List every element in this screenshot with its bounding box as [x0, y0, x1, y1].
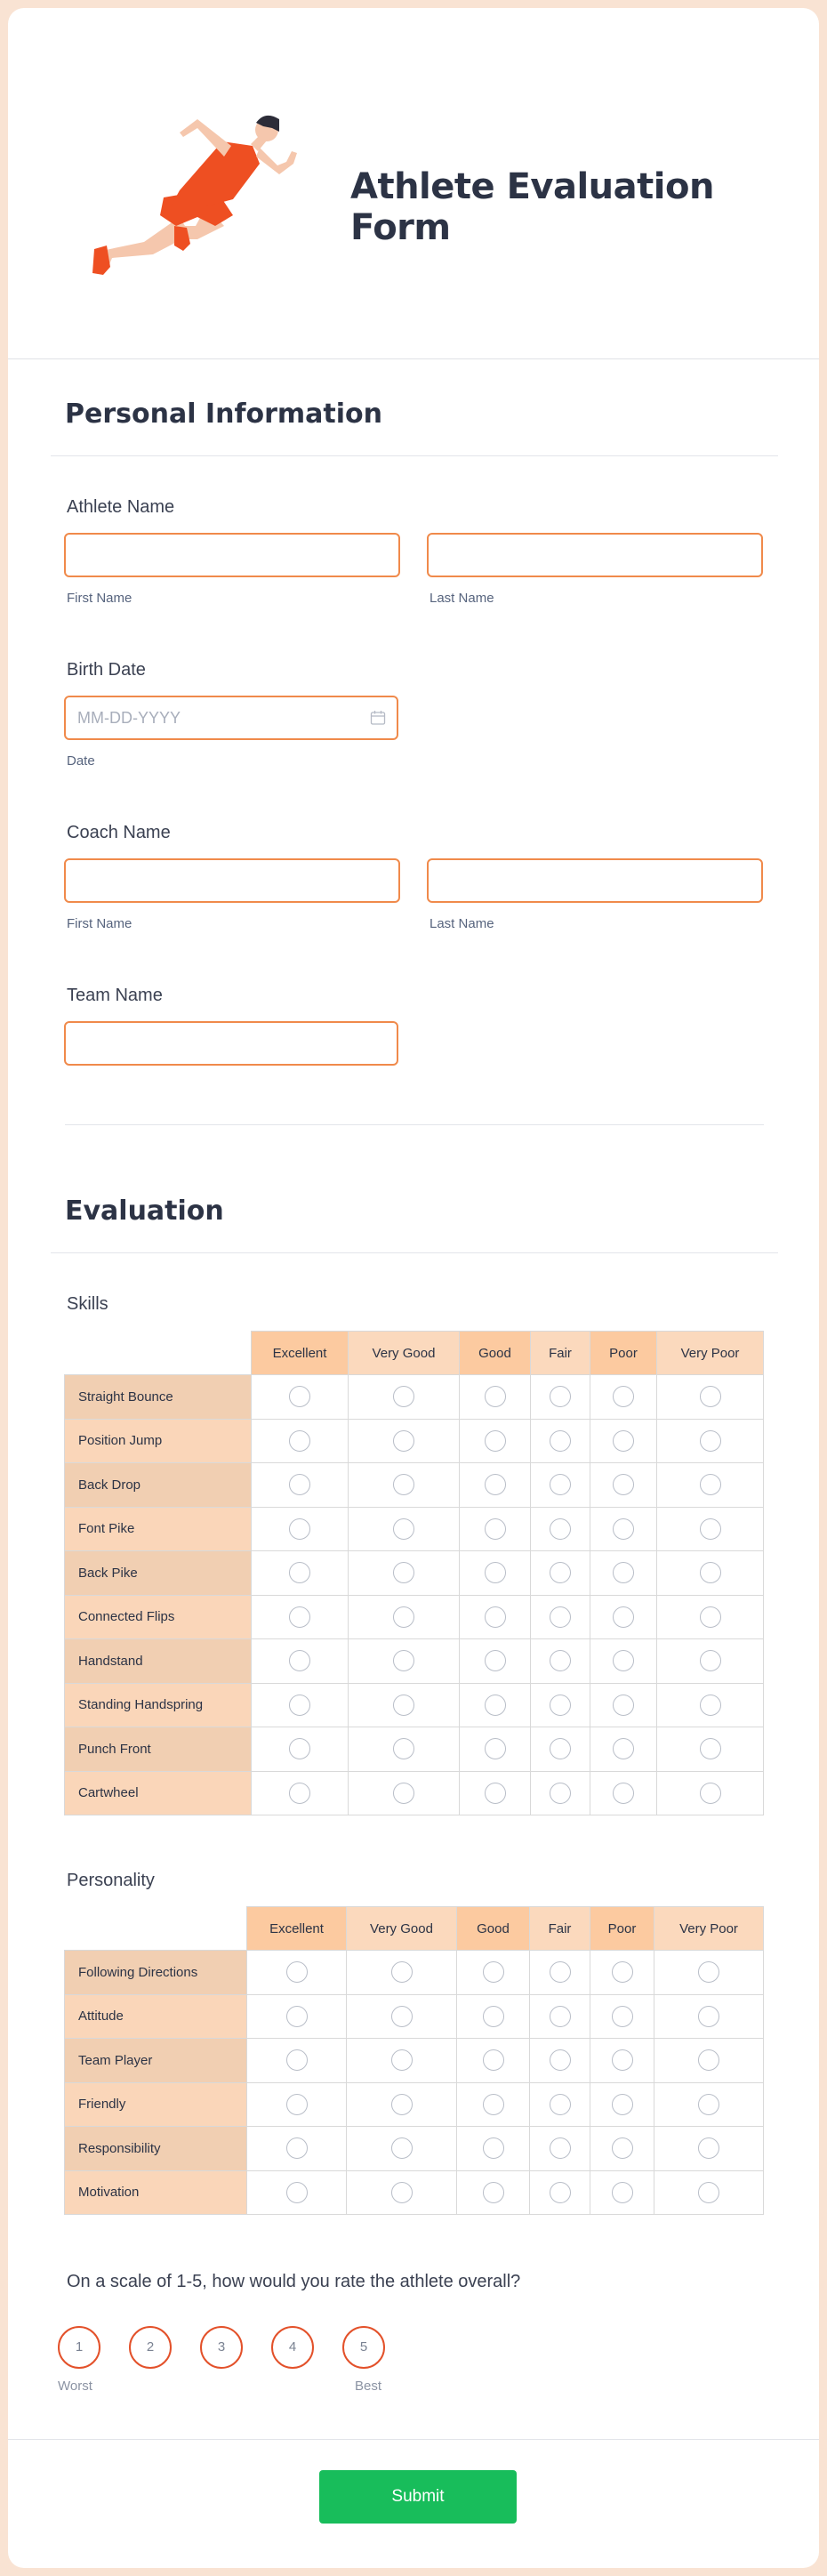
- scale-option-3[interactable]: 3: [200, 2326, 243, 2369]
- athlete-name-label: Athlete Name: [67, 497, 175, 517]
- rating-radio[interactable]: [289, 1474, 310, 1495]
- matrix-cell: [252, 1683, 349, 1727]
- rating-radio[interactable]: [485, 1474, 506, 1495]
- rating-radio[interactable]: [289, 1650, 310, 1671]
- matrix-column-header: Poor: [590, 1332, 657, 1375]
- matrix-cell: [347, 2127, 457, 2171]
- matrix-cell: [460, 1595, 531, 1639]
- section-divider: [51, 455, 778, 456]
- page-break-divider: [65, 1124, 764, 1125]
- matrix-cell: [247, 2170, 347, 2215]
- matrix-row-label: Motivation: [65, 2170, 247, 2215]
- matrix-row: [65, 1951, 764, 1995]
- matrix-cell: [349, 1419, 460, 1463]
- rating-radio[interactable]: [289, 1738, 310, 1759]
- matrix-cell: [590, 1683, 657, 1727]
- rating-radio[interactable]: [698, 2094, 719, 2115]
- rating-radio[interactable]: [483, 2006, 504, 2027]
- rating-radio[interactable]: [613, 1650, 634, 1671]
- matrix-cell: [460, 1771, 531, 1815]
- matrix-cell: [657, 1683, 764, 1727]
- matrix-row: [65, 2170, 764, 2215]
- matrix-cell: [349, 1639, 460, 1684]
- matrix-cell: [657, 1551, 764, 1596]
- rating-radio[interactable]: [613, 1518, 634, 1540]
- rating-radio[interactable]: [393, 1738, 414, 1759]
- team-name-label: Team Name: [67, 986, 163, 1005]
- matrix-row: [65, 1551, 764, 1596]
- matrix-cell: [531, 1419, 590, 1463]
- submit-button[interactable]: Submit: [319, 2470, 517, 2524]
- matrix-column-header: Very Poor: [654, 1907, 764, 1951]
- rating-radio[interactable]: [700, 1695, 721, 1716]
- matrix-row-label: Punch Front: [65, 1727, 252, 1772]
- birth-date-label: Birth Date: [67, 660, 146, 680]
- matrix-cell: [657, 1463, 764, 1508]
- matrix-cell: [349, 1771, 460, 1815]
- matrix-cell: [349, 1683, 460, 1727]
- matrix-row: [65, 1595, 764, 1639]
- section-title-personal: Personal Information: [65, 398, 382, 430]
- coach-last-name-sublabel: Last Name: [430, 916, 494, 931]
- matrix-cell: [657, 1727, 764, 1772]
- matrix-cell: [460, 1551, 531, 1596]
- rating-radio[interactable]: [613, 1738, 634, 1759]
- rating-radio[interactable]: [550, 1961, 571, 1983]
- rating-radio[interactable]: [550, 1783, 571, 1804]
- matrix-row: [65, 1507, 764, 1551]
- matrix-cell: [460, 1375, 531, 1420]
- matrix-cell: [590, 2127, 654, 2171]
- form-header: [8, 8, 819, 359]
- rating-radio[interactable]: [393, 1606, 414, 1628]
- matrix-row-label: Back Pike: [65, 1551, 252, 1596]
- matrix-cell: [247, 1994, 347, 2039]
- matrix-cell: [654, 1951, 764, 1995]
- matrix-cell: [654, 2170, 764, 2215]
- rating-radio[interactable]: [289, 1430, 310, 1452]
- matrix-column-header: Good: [457, 1907, 530, 1951]
- rating-radio[interactable]: [391, 2094, 413, 2115]
- matrix-cell: [590, 1639, 657, 1684]
- rating-radio[interactable]: [485, 1738, 506, 1759]
- matrix-cell: [349, 1463, 460, 1508]
- matrix-cell: [252, 1419, 349, 1463]
- matrix-cell: [530, 2082, 590, 2127]
- matrix-cell: [531, 1463, 590, 1508]
- rating-radio[interactable]: [700, 1783, 721, 1804]
- rating-radio[interactable]: [393, 1474, 414, 1495]
- rating-radio[interactable]: [698, 2137, 719, 2159]
- rating-radio[interactable]: [612, 2006, 633, 2027]
- rating-radio[interactable]: [286, 2137, 308, 2159]
- matrix-cell: [349, 1595, 460, 1639]
- rating-radio[interactable]: [613, 1474, 634, 1495]
- matrix-cell: [252, 1771, 349, 1815]
- scale-high-caption: Best: [355, 2379, 382, 2394]
- matrix-cell: [460, 1419, 531, 1463]
- matrix-cell: [460, 1507, 531, 1551]
- rating-radio[interactable]: [550, 2049, 571, 2071]
- rating-radio[interactable]: [698, 2182, 719, 2203]
- rating-radio[interactable]: [612, 2182, 633, 2203]
- rating-radio[interactable]: [289, 1695, 310, 1716]
- skills-matrix: [64, 1331, 764, 1815]
- rating-radio[interactable]: [700, 1606, 721, 1628]
- skills-label: Skills: [67, 1294, 108, 1314]
- matrix-row-label: Straight Bounce: [65, 1375, 252, 1420]
- rating-radio[interactable]: [483, 2182, 504, 2203]
- matrix-cell: [530, 2127, 590, 2171]
- matrix-row-label: Team Player: [65, 2039, 247, 2083]
- rating-radio[interactable]: [483, 2049, 504, 2071]
- matrix-cell: [347, 2082, 457, 2127]
- matrix-cell: [590, 1727, 657, 1772]
- personality-matrix: [64, 1906, 764, 2215]
- matrix-column-header: Fair: [531, 1332, 590, 1375]
- matrix-row: [65, 2082, 764, 2127]
- rating-radio[interactable]: [391, 2137, 413, 2159]
- matrix-row-label: Attitude: [65, 1994, 247, 2039]
- rating-radio[interactable]: [393, 1518, 414, 1540]
- calendar-icon[interactable]: [370, 710, 386, 726]
- matrix-cell: [590, 1551, 657, 1596]
- rating-radio[interactable]: [700, 1738, 721, 1759]
- matrix-cell: [531, 1507, 590, 1551]
- coach-first-name-sublabel: First Name: [67, 916, 132, 931]
- rating-radio[interactable]: [700, 1650, 721, 1671]
- section-divider: [51, 1252, 778, 1253]
- rating-radio[interactable]: [550, 2094, 571, 2115]
- matrix-cell: [530, 1951, 590, 1995]
- matrix-row-label: Back Drop: [65, 1463, 252, 1508]
- matrix-row: [65, 1771, 764, 1815]
- matrix-column-header: Very Poor: [657, 1332, 764, 1375]
- matrix-cell: [347, 2170, 457, 2215]
- personality-label: Personality: [67, 1871, 155, 1890]
- rating-radio[interactable]: [483, 2094, 504, 2115]
- matrix-cell: [657, 1595, 764, 1639]
- rating-radio[interactable]: [393, 1695, 414, 1716]
- matrix-row-label: Handstand: [65, 1639, 252, 1684]
- matrix-cell: [531, 1595, 590, 1639]
- matrix-cell: [457, 1994, 530, 2039]
- matrix-corner: [65, 1907, 247, 1951]
- rating-radio[interactable]: [391, 1961, 413, 1983]
- matrix-cell: [657, 1375, 764, 1420]
- rating-radio[interactable]: [550, 1650, 571, 1671]
- matrix-cell: [590, 1595, 657, 1639]
- scale-option-5[interactable]: 5: [342, 2326, 385, 2369]
- coach-name-label: Coach Name: [67, 823, 171, 842]
- rating-radio[interactable]: [700, 1474, 721, 1495]
- matrix-cell: [460, 1639, 531, 1684]
- matrix-cell: [531, 1727, 590, 1772]
- form-title: Athlete Evaluation Form: [350, 166, 714, 248]
- rating-radio[interactable]: [485, 1650, 506, 1671]
- matrix-row: [65, 2039, 764, 2083]
- rating-radio[interactable]: [698, 2006, 719, 2027]
- overall-rating-question: On a scale of 1-5, how would you rate the athlete overall?: [67, 2272, 521, 2291]
- rating-radio[interactable]: [483, 1961, 504, 1983]
- section-title-evaluation: Evaluation: [65, 1195, 224, 1227]
- matrix-row-label: Font Pike: [65, 1507, 252, 1551]
- rating-radio[interactable]: [550, 1562, 571, 1583]
- matrix-row: [65, 1994, 764, 2039]
- matrix-row-label: Connected Flips: [65, 1595, 252, 1639]
- rating-radio[interactable]: [550, 2182, 571, 2203]
- rating-radio[interactable]: [550, 1695, 571, 1716]
- matrix-cell: [590, 2170, 654, 2215]
- matrix-column-header: Good: [460, 1332, 531, 1375]
- rating-radio[interactable]: [289, 1518, 310, 1540]
- rating-radio[interactable]: [700, 1518, 721, 1540]
- matrix-cell: [531, 1683, 590, 1727]
- matrix-column-header: Poor: [590, 1907, 654, 1951]
- matrix-row: [65, 1419, 764, 1463]
- scale-option-1[interactable]: 1: [58, 2326, 100, 2369]
- matrix-cell: [247, 2127, 347, 2171]
- rating-radio[interactable]: [286, 2094, 308, 2115]
- athlete-first-name-input[interactable]: [64, 533, 400, 577]
- rating-radio[interactable]: [613, 1430, 634, 1452]
- rating-radio[interactable]: [613, 1562, 634, 1583]
- rating-radio[interactable]: [289, 1606, 310, 1628]
- rating-radio[interactable]: [485, 1695, 506, 1716]
- rating-radio[interactable]: [485, 1783, 506, 1804]
- athlete-first-name-sublabel: First Name: [67, 591, 132, 606]
- form-card: [8, 8, 819, 2568]
- rating-radio[interactable]: [550, 2137, 571, 2159]
- rating-radio[interactable]: [393, 1562, 414, 1583]
- rating-radio[interactable]: [698, 2049, 719, 2071]
- rating-radio[interactable]: [485, 1518, 506, 1540]
- rating-radio[interactable]: [393, 1650, 414, 1671]
- matrix-column-header: Very Good: [349, 1332, 460, 1375]
- matrix-cell: [654, 2039, 764, 2083]
- rating-radio[interactable]: [612, 2137, 633, 2159]
- scale-option-2[interactable]: 2: [129, 2326, 172, 2369]
- birth-date-placeholder: MM-DD-YYYY: [77, 709, 181, 727]
- scale-low-caption: Worst: [58, 2379, 92, 2394]
- matrix-row-label: Standing Handspring: [65, 1683, 252, 1727]
- matrix-row-label: Responsibility: [65, 2127, 247, 2171]
- matrix-cell: [590, 1419, 657, 1463]
- scale-option-4[interactable]: 4: [271, 2326, 314, 2369]
- rating-radio[interactable]: [286, 2049, 308, 2071]
- matrix-cell: [347, 2039, 457, 2083]
- rating-radio[interactable]: [391, 2006, 413, 2027]
- rating-radio[interactable]: [550, 1430, 571, 1452]
- matrix-cell: [530, 1994, 590, 2039]
- matrix-cell: [654, 2082, 764, 2127]
- rating-radio[interactable]: [612, 2049, 633, 2071]
- coach-first-name-input[interactable]: [64, 858, 400, 903]
- matrix-cell: [252, 1463, 349, 1508]
- matrix-column-header: Excellent: [247, 1907, 347, 1951]
- matrix-cell: [590, 1463, 657, 1508]
- rating-radio[interactable]: [550, 1518, 571, 1540]
- rating-radio[interactable]: [612, 1961, 633, 1983]
- rating-radio[interactable]: [613, 1386, 634, 1407]
- matrix-cell: [654, 2127, 764, 2171]
- rating-radio[interactable]: [286, 2182, 308, 2203]
- matrix-cell: [531, 1551, 590, 1596]
- matrix-cell: [347, 1994, 457, 2039]
- coach-last-name-input[interactable]: [427, 858, 763, 903]
- matrix-cell: [531, 1375, 590, 1420]
- matrix-cell: [531, 1771, 590, 1815]
- rating-radio[interactable]: [485, 1562, 506, 1583]
- rating-radio[interactable]: [286, 2006, 308, 2027]
- matrix-cell: [349, 1727, 460, 1772]
- rating-radio[interactable]: [485, 1386, 506, 1407]
- rating-radio[interactable]: [700, 1430, 721, 1452]
- rating-radio[interactable]: [483, 2137, 504, 2159]
- matrix-cell: [252, 1727, 349, 1772]
- matrix-cell: [460, 1463, 531, 1508]
- matrix-cell: [457, 2170, 530, 2215]
- matrix-cell: [252, 1551, 349, 1596]
- matrix-cell: [657, 1507, 764, 1551]
- rating-radio[interactable]: [393, 1430, 414, 1452]
- runner-illustration: [82, 93, 326, 293]
- matrix-cell: [457, 1951, 530, 1995]
- matrix-cell: [531, 1639, 590, 1684]
- matrix-cell: [590, 1771, 657, 1815]
- rating-radio[interactable]: [393, 1783, 414, 1804]
- rating-radio[interactable]: [550, 1474, 571, 1495]
- rating-radio[interactable]: [613, 1606, 634, 1628]
- matrix-cell: [460, 1683, 531, 1727]
- matrix-cell: [590, 1951, 654, 1995]
- rating-radio[interactable]: [700, 1386, 721, 1407]
- matrix-row: [65, 1683, 764, 1727]
- rating-radio[interactable]: [391, 2049, 413, 2071]
- rating-radio[interactable]: [286, 1961, 308, 1983]
- rating-radio[interactable]: [612, 2094, 633, 2115]
- matrix-cell: [590, 1507, 657, 1551]
- matrix-cell: [247, 2082, 347, 2127]
- matrix-row-label: Position Jump: [65, 1419, 252, 1463]
- rating-radio[interactable]: [289, 1386, 310, 1407]
- rating-radio[interactable]: [550, 1386, 571, 1407]
- birth-date-sublabel: Date: [67, 753, 95, 769]
- rating-radio[interactable]: [485, 1606, 506, 1628]
- matrix-cell: [347, 1951, 457, 1995]
- rating-radio[interactable]: [550, 1606, 571, 1628]
- matrix-cell: [349, 1551, 460, 1596]
- rating-radio[interactable]: [698, 1961, 719, 1983]
- rating-radio[interactable]: [550, 2006, 571, 2027]
- athlete-last-name-input[interactable]: [427, 533, 763, 577]
- matrix-row: [65, 1375, 764, 1420]
- rating-radio[interactable]: [700, 1562, 721, 1583]
- matrix-cell: [590, 1994, 654, 2039]
- rating-radio[interactable]: [550, 1738, 571, 1759]
- rating-radio[interactable]: [613, 1695, 634, 1716]
- matrix-cell: [247, 2039, 347, 2083]
- matrix-cell: [457, 2039, 530, 2083]
- matrix-cell: [657, 1771, 764, 1815]
- matrix-cell: [590, 2039, 654, 2083]
- matrix-column-header: Excellent: [252, 1332, 349, 1375]
- matrix-row: [65, 1727, 764, 1772]
- rating-radio[interactable]: [485, 1430, 506, 1452]
- rating-radio[interactable]: [391, 2182, 413, 2203]
- matrix-row: [65, 1463, 764, 1508]
- matrix-cell: [252, 1375, 349, 1420]
- matrix-cell: [590, 1375, 657, 1420]
- matrix-row-label: Following Directions: [65, 1951, 247, 1995]
- athlete-last-name-sublabel: Last Name: [430, 591, 494, 606]
- matrix-row-label: Friendly: [65, 2082, 247, 2127]
- matrix-cell: [457, 2127, 530, 2171]
- rating-radio[interactable]: [289, 1562, 310, 1583]
- matrix-cell: [457, 2082, 530, 2127]
- birth-date-input[interactable]: [64, 696, 398, 740]
- matrix-cell: [654, 1994, 764, 2039]
- matrix-cell: [590, 2082, 654, 2127]
- matrix-row: [65, 1639, 764, 1684]
- matrix-cell: [530, 2170, 590, 2215]
- matrix-cell: [657, 1639, 764, 1684]
- matrix-cell: [460, 1727, 531, 1772]
- matrix-cell: [349, 1507, 460, 1551]
- matrix-cell: [252, 1507, 349, 1551]
- rating-radio[interactable]: [613, 1783, 634, 1804]
- matrix-cell: [252, 1639, 349, 1684]
- rating-radio[interactable]: [289, 1783, 310, 1804]
- team-name-input[interactable]: [64, 1021, 398, 1066]
- matrix-row-label: Cartwheel: [65, 1771, 252, 1815]
- matrix-cell: [530, 2039, 590, 2083]
- rating-radio[interactable]: [393, 1386, 414, 1407]
- matrix-column-header: Very Good: [347, 1907, 457, 1951]
- matrix-corner: [65, 1332, 252, 1375]
- matrix-cell: [349, 1375, 460, 1420]
- matrix-cell: [247, 1951, 347, 1995]
- matrix-row: [65, 2127, 764, 2171]
- matrix-cell: [252, 1595, 349, 1639]
- matrix-cell: [657, 1419, 764, 1463]
- matrix-column-header: Fair: [530, 1907, 590, 1951]
